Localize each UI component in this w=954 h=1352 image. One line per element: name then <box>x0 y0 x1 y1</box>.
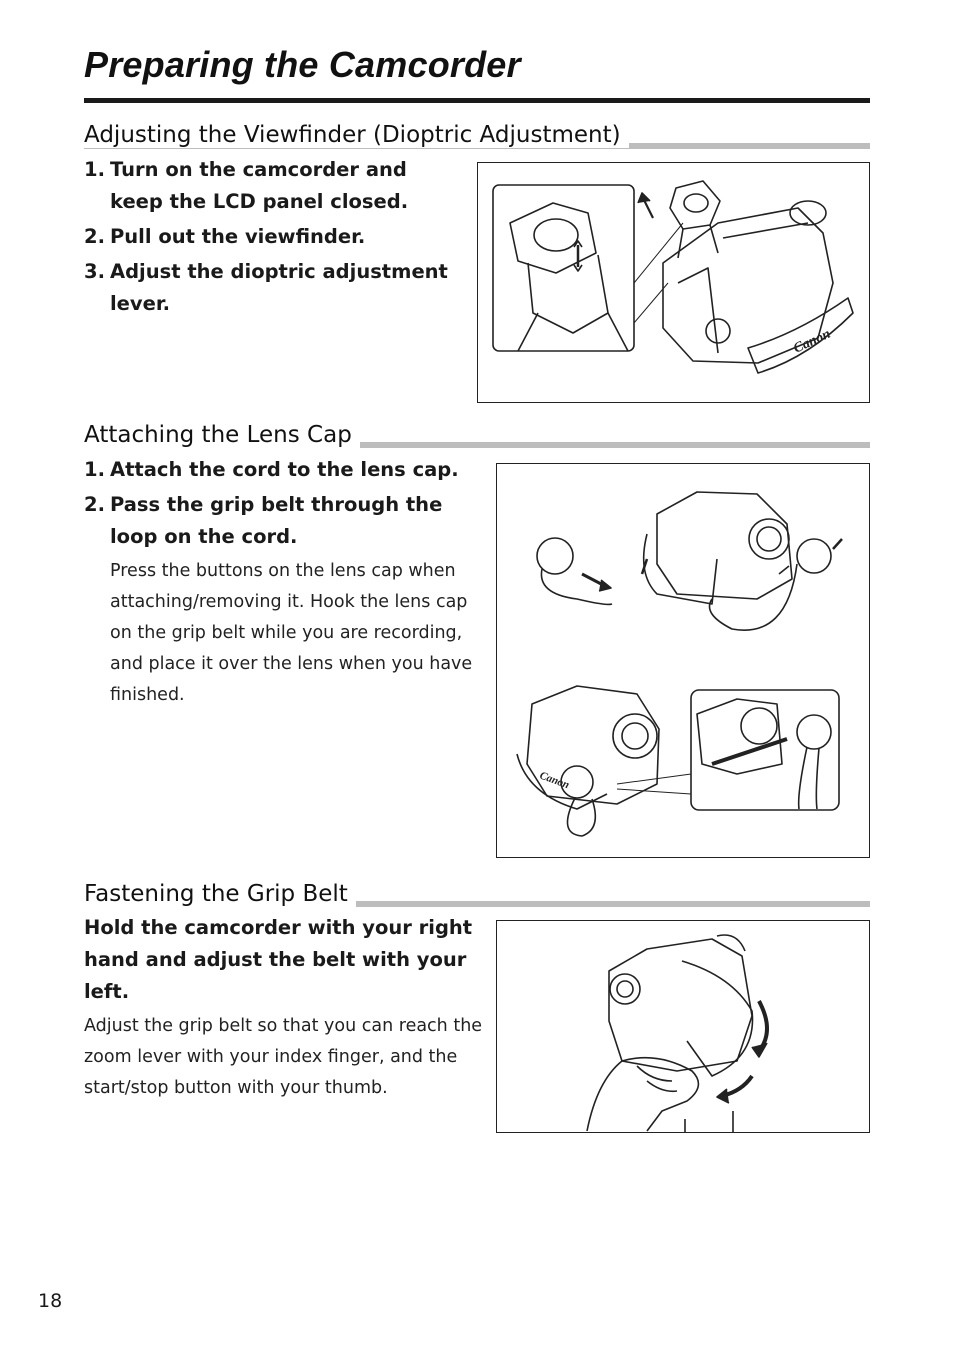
step-text: Pass the grip belt through the loop on the cord. <box>110 493 443 548</box>
page-number: 18 <box>38 1290 63 1312</box>
lens-cap-drawing <box>497 464 869 857</box>
grip-belt-illustration <box>496 920 870 1133</box>
step-item <box>84 154 464 218</box>
grip-strap <box>682 961 753 1076</box>
hand-outline <box>587 1058 698 1131</box>
step-number: 1. <box>84 458 105 481</box>
step-number: 1. <box>84 158 105 181</box>
section-heading-lens-cap: Attaching the Lens Cap <box>84 422 360 448</box>
lens-cap-attached <box>797 539 831 573</box>
grip-belt-lead: Hold the camcorder with your right hand and adjust the belt with your left. <box>84 916 473 1003</box>
lens-cap-shape <box>537 538 573 574</box>
step-text: Adjust the dioptric adjustment lever. <box>110 260 448 315</box>
step-item <box>84 221 464 253</box>
step-item <box>84 454 484 486</box>
step-number: 3. <box>84 260 105 283</box>
camcorder-body <box>609 939 752 1071</box>
step-item <box>84 489 484 553</box>
section-heading-grip-belt: Fastening the Grip Belt <box>84 881 356 907</box>
page-title: Preparing the Camcorder <box>84 44 521 85</box>
canon-logo: Canon <box>791 326 833 357</box>
lens-cap-note: Press the buttons on the lens cap when attaching/removing it. Hook the lens cap on the grip belt while you are recording, and place it over the lens when you have finished. <box>110 561 473 705</box>
step-number: 2. <box>84 225 105 248</box>
canon-logo: Canon <box>537 769 571 792</box>
grip-belt-drawing <box>497 921 869 1132</box>
eyecup-shape <box>510 203 596 273</box>
lens-cap-illustration <box>496 463 870 858</box>
step-text: Pull out the viewfinder. <box>110 225 366 248</box>
section-heading-viewfinder: Adjusting the Viewfinder (Dioptric Adjustment) <box>84 122 629 148</box>
viewfinder-illustration <box>477 162 870 403</box>
step-item <box>84 256 464 320</box>
viewfinder-drawing <box>478 163 869 402</box>
inset-frame <box>493 185 634 351</box>
grip-strap <box>748 298 853 373</box>
camcorder-top <box>657 492 792 599</box>
title-rule <box>84 98 870 103</box>
lens-cap-steps <box>84 454 484 556</box>
step-text: Turn on the camcorder and keep the LCD panel closed. <box>110 158 409 213</box>
viewfinder-steps <box>84 154 464 323</box>
step-number: 2. <box>84 493 105 516</box>
step-text: Attach the cord to the lens cap. <box>110 458 459 481</box>
grip-belt-note: Adjust the grip belt so that you can reach the zoom lever with your index finger, and the start/stop button with your thumb. <box>84 1016 483 1098</box>
